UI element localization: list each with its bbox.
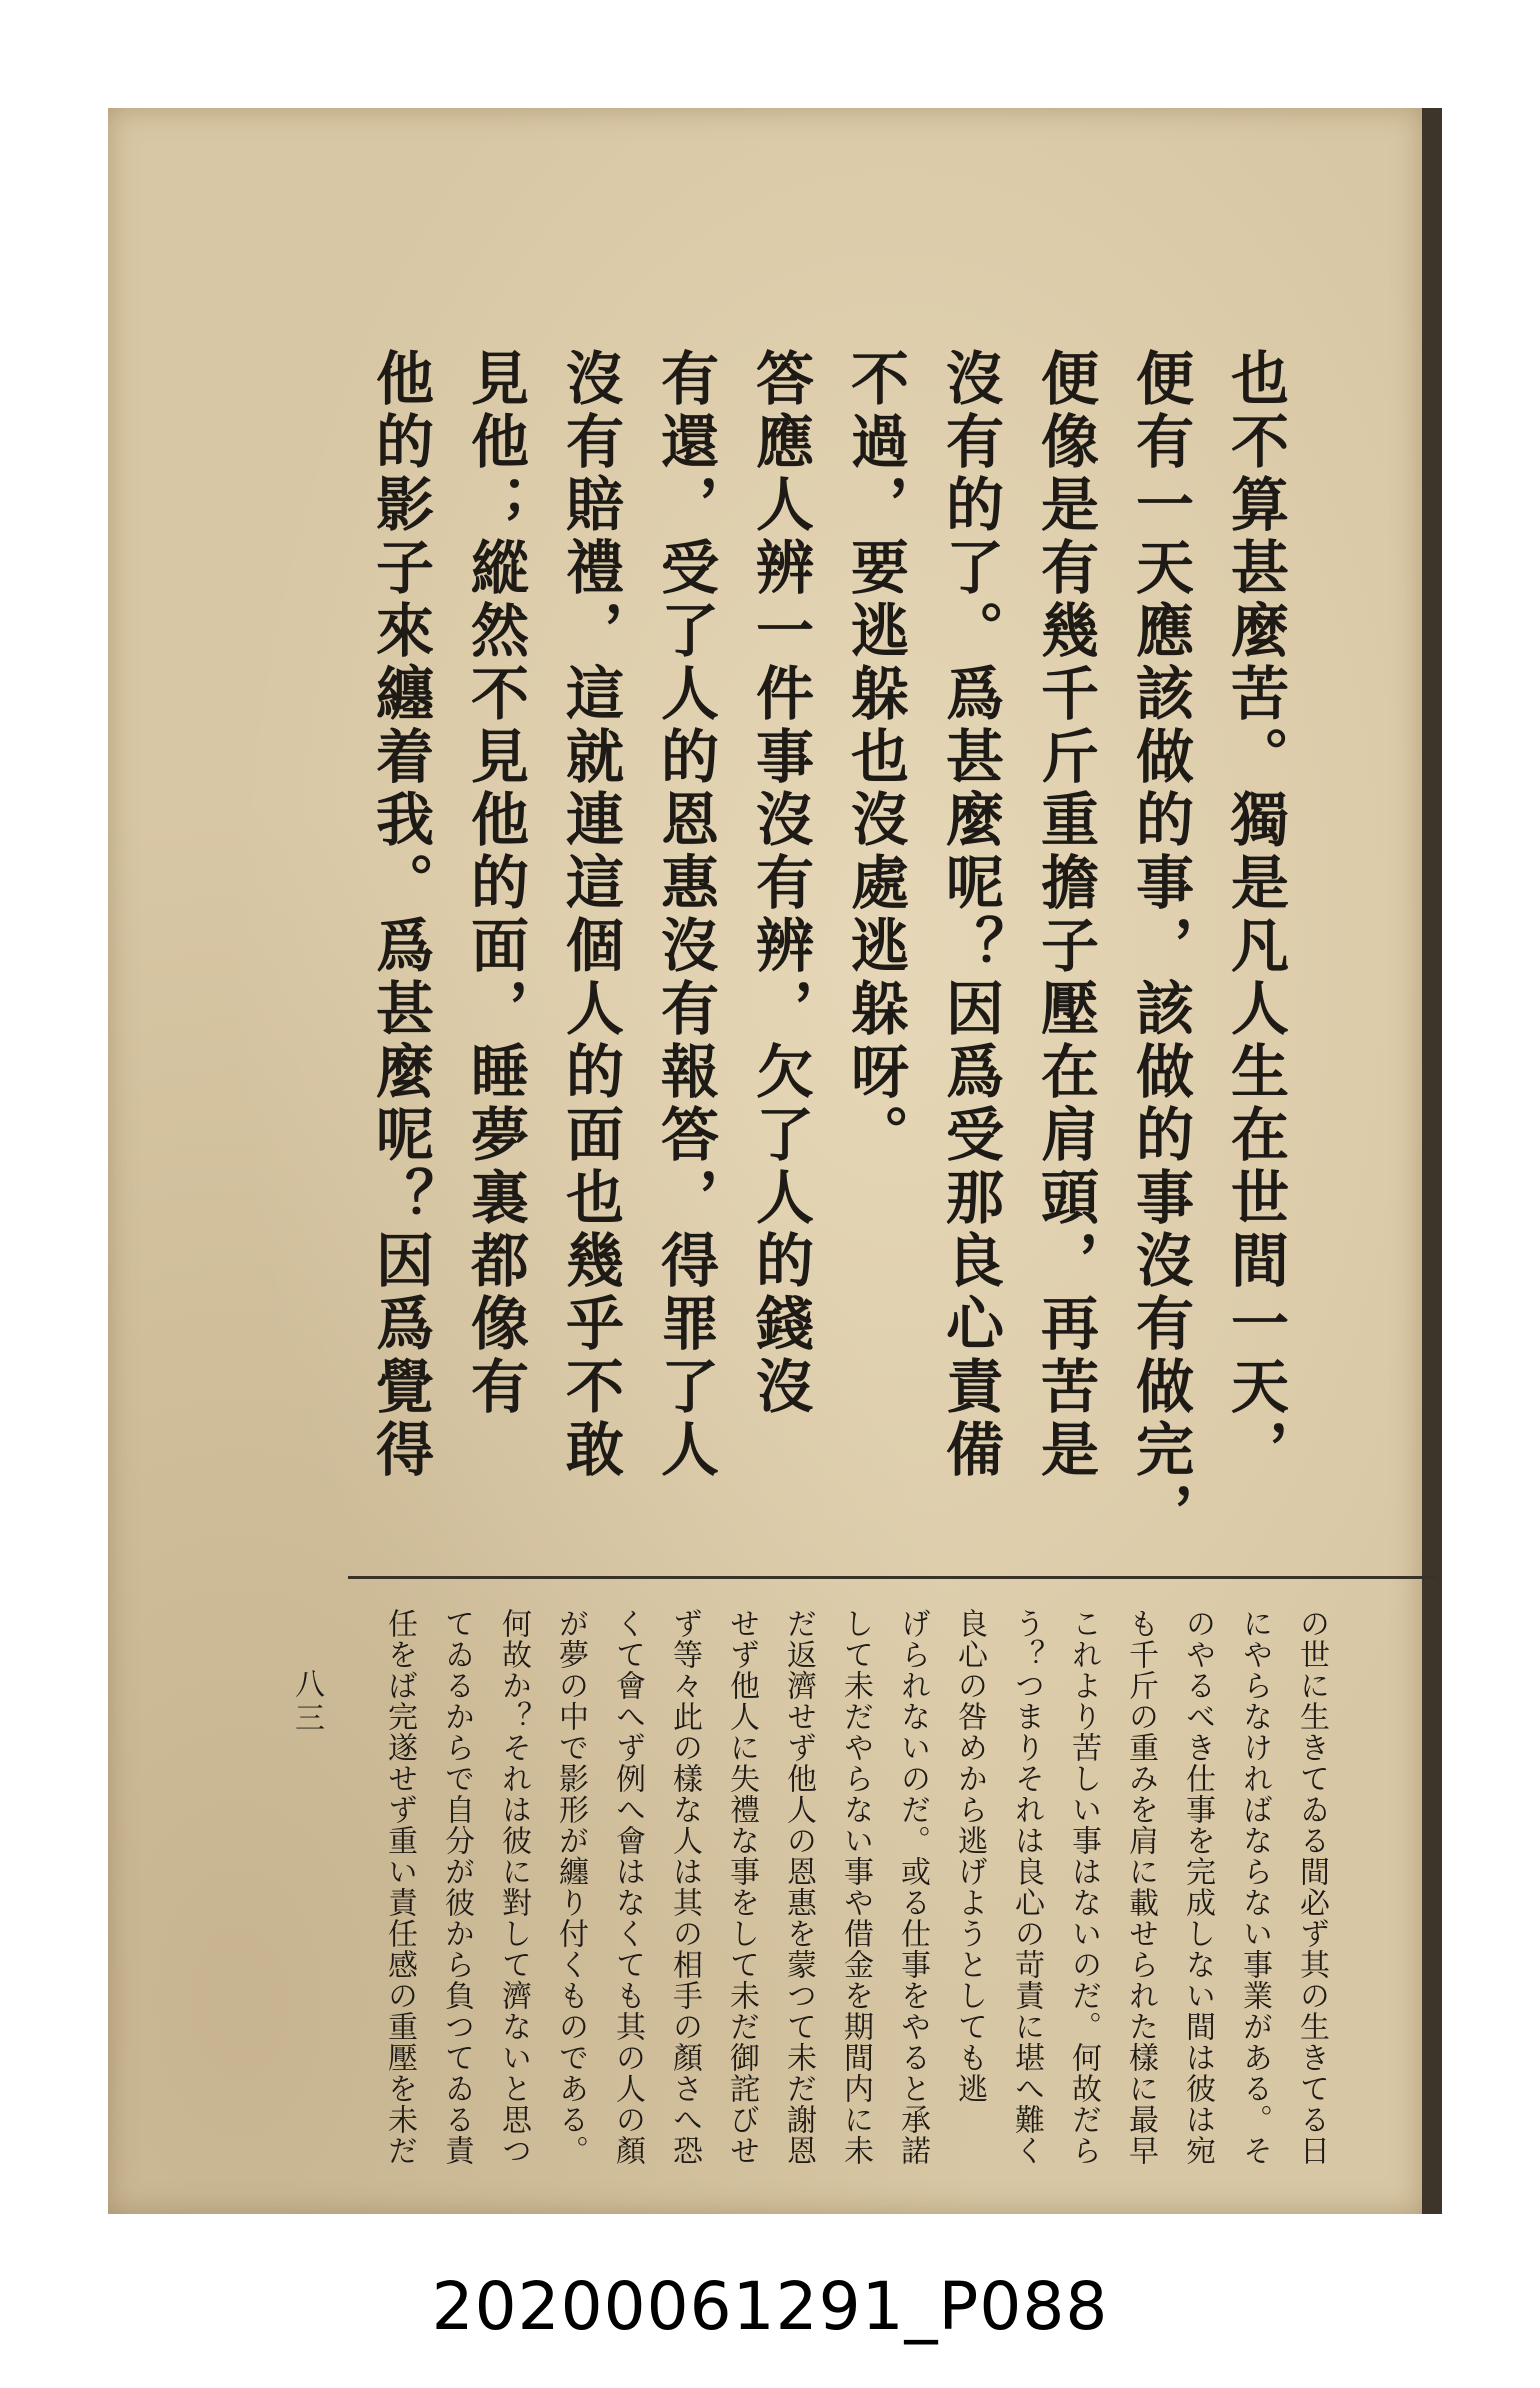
book-page (108, 108, 1442, 2214)
annotation-text-column: して未だやらない事や借金を期間内に未 (838, 1608, 873, 2166)
annotation-text-column: せず他人に失禮な事をして未だ御詫びせ (724, 1608, 759, 2166)
annotation-text-column: にやらなければならない事業がある。そ (1237, 1608, 1272, 2166)
main-text-column: 沒有的了。爲甚麼呢？因爲受那良心責備 (936, 348, 1004, 1482)
annotation-text-column: う？つまりそれは良心の苛責に堪へ難く (1009, 1608, 1044, 2166)
annotation-text-column: 良心の咎めから逃げようとしても逃 (952, 1608, 987, 2104)
annotation-text-column: のやるべき仕事を完成しない間は彼は宛 (1180, 1608, 1215, 2166)
annotation-text-column: てゐるからで自分が彼から負つてゐる責 (439, 1608, 474, 2166)
annotation-text-column: 任をば完遂せず重い責任感の重壓を未だ (382, 1608, 417, 2166)
annotation-text-column: も千斤の重みを肩に載せられた樣に最早 (1123, 1608, 1158, 2166)
main-text-column: 便像是有幾千斤重擔子壓在肩頭，再苦是 (1031, 348, 1099, 1482)
main-text-column: 沒有賠禮，這就連這個人的面也幾乎不敢 (556, 348, 624, 1482)
page-number: 八三 (289, 1668, 324, 1736)
annotation-text-column: だ返濟せず他人の恩惠を蒙つて未だ謝恩 (781, 1608, 816, 2166)
main-text-column: 也不算甚麼苦。獨是凡人生在世間一天， (1221, 348, 1289, 1482)
main-text-column: 不過，要逃躲也沒處逃躲呀。 (841, 348, 909, 1167)
main-text-column: 他的影子來纏着我。爲甚麼呢？因爲覺得 (366, 348, 434, 1482)
annotation-text-column: 何故か？それは彼に對して濟ないと思つ (496, 1608, 531, 2166)
main-text-column: 答應人辨一件事沒有辨，欠了人的錢沒 (746, 348, 814, 1419)
catalog-id-label: 20200061291_P088 (431, 2268, 1109, 2345)
annotation-text-column: ず等々此の樣な人は其の相手の顏さへ恐 (667, 1608, 702, 2166)
text-divider-line (348, 1576, 1438, 1579)
annotation-text-column: の世に生きてゐる間必ず其の生きてる日 (1294, 1608, 1329, 2166)
main-text-column: 見他；縱然不見他的面，睡夢裏都像有 (461, 348, 529, 1419)
main-text-column: 有還，受了人的恩惠沒有報答，得罪了人 (651, 348, 719, 1482)
annotation-text-column: げられないのだ。或る仕事をやると承諾 (895, 1608, 930, 2166)
annotation-text-column: これより苦しい事はないのだ。何故だら (1066, 1608, 1101, 2166)
main-text-column: 便有一天應該做的事，該做的事沒有做完， (1126, 348, 1194, 1545)
annotation-text-column: が夢の中で影形が纏り付くものである。 (553, 1608, 588, 2166)
annotation-text-column: くて會へず例へ會はなくても其の人の顏 (610, 1608, 645, 2166)
